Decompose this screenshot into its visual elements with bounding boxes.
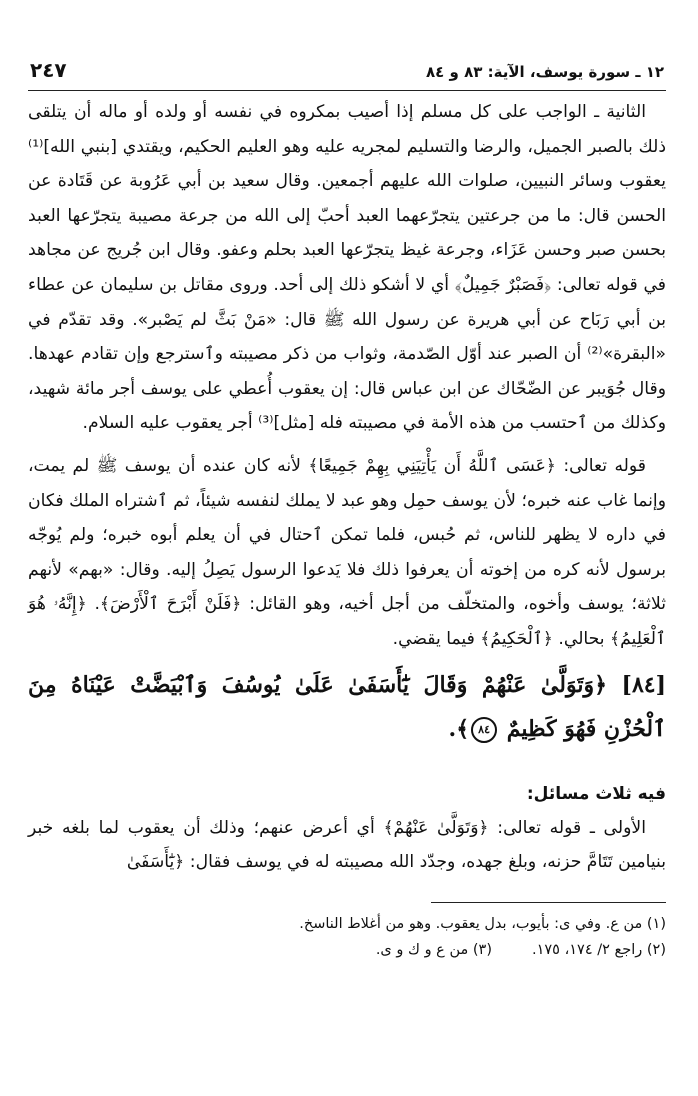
- paragraph-second-issue: الثانية ـ الواجب على كل مسلم إذا أصيب بمكروه في نفسه أو ولده أو ماله أن يتلقى ذلك بالصبر الجميل، والرضا والتسليم لمجريه عليه وهو العليم الحكيم، ويقتدي [بنبي الله]⁽¹⁾ يعقوب وسائر النبيين، صلوات الله عليهم أجمعين. وقال سعيد بن أبي عَرُوبة عن قَتَادة عن الحسن قال: ما من جرعتين يتجرّعهما العبد أحبّ إلى الله من جرعة مصيبة يتجرّعها العبد بحسن صبر وحسن عَزَاء، وجرعة غيظ يتجرّعها العبد بحلم وعفو. وقال ابن جُريج عن مجاهد في قوله تعالى: ﴿فَصَبْرٌ جَمِيلٌ﴾ أي لا أشكو ذلك إلى أحد. وروى مقاتل بن سليمان عن عطاء بن أبي رَبَاح عن أبي هريرة عن رسول الله ﷺ قال: «مَنْ بَثَّ لم يَصْبر». وقد تقدّم في «البقرة»⁽²⁾ أن الصبر عند أوّل الصّدمة، وثواب من ذكر مصيبته وٱسترجع وإن تقادم عهدها. وقال جُوَيبر عن الضّحّاك عن ابن عباس قال: إن يعقوب أُعطي على يوسف أجر مائة شهيد، وكذلك من ٱحتسب من هذه الأمة في مصيبته فله [مثل]⁽³⁾ أجر يعقوب عليه السلام.: [28, 102, 666, 434]
- paragraph-first-issue: الأولى ـ قوله تعالى: ﴿وَتَوَلَّىٰ عَنْهُمْ﴾ أي أعرض عنهم؛ وذلك أن يعقوب لما بلغه خبر بنيامين تَتَامَّ حزنه، وبلغ جهده، وجدّد الله مصيبته له في يوسف فقال: ﴿يَٰٓأَسَفَىٰ: [28, 817, 666, 873]
- footnote-3: (٣) من ع و ك و ى.: [375, 941, 492, 958]
- quran-verse-84: [28, 663, 666, 751]
- footnote-2: (٢) راجع ٢/ ١٧٤، ١٧٥.: [531, 941, 666, 958]
- verse-end-marker: ٨٤: [471, 717, 497, 743]
- page-number: ٢٤٧: [30, 58, 67, 82]
- footnote-divider: [431, 902, 666, 903]
- verse-text: ﴿وَتَوَلَّىٰ عَنْهُمْ وَقَالَ يَٰٓأَسَفَىٰ عَلَىٰ يُوسُفَ وَٱبْيَضَّتْ عَيْنَاهُ مِنَ ٱلْحُزْنِ فَهُوَ كَظِيمٌ: [28, 671, 666, 742]
- paragraph-verse-commentary: قوله تعالى: ﴿عَسَى ٱللَّهُ أَن يَأْتِيَنِي بِهِمْ جَمِيعًا﴾ لأنه كان عنده أن يوسف ﷺ لم يمت، وإنما غاب عنه خبره؛ لأن يوسف حمِل وهو عبد لا يملك لنفسه شيئاً، ثم ٱشتراه الملك فكان في داره لا يظهر للناس، ثم حُبس، فلما تمكن ٱحتال في أن يعلم أبوه خبره؛ ولم يُوجّه برسول لأنه كره من إخوته أن يعرفوا ذلك فلا يَدعوا الرسول يَصِلُ إليه. وقال: «بهم» لأنهم ثلاثة؛ يوسف وأخوه، والمتخلّف من أجل أخيه، وهو القائل: ﴿فَلَنْ أَبْرَحَ ٱلْأَرْضَ﴾. ﴿إِنَّهُۥ هُوَ ٱلْعَلِيمُ﴾ بحالي. ﴿ٱلْحَكِيمُ﴾ فيما يقضي.: [28, 455, 666, 649]
- verse-close: ﴾.: [448, 715, 470, 742]
- main-text: [28, 95, 666, 880]
- running-title: ١٢ ـ سورة يوسف، الآية: ٨٣ و ٨٤: [426, 63, 664, 81]
- section-title: فيه ثلاث مسائل:: [526, 783, 666, 804]
- book-page: [28, 58, 666, 1096]
- footnotes: [28, 911, 666, 963]
- page-header: [28, 58, 666, 91]
- footnote-2-3: [28, 937, 666, 963]
- verse-number: [٨٤]: [621, 671, 666, 698]
- footnote-1: (١) من ع. وفي ى: بأيوب، بدل يعقوب. وهو من أغلاط الناسخ.: [299, 915, 666, 932]
